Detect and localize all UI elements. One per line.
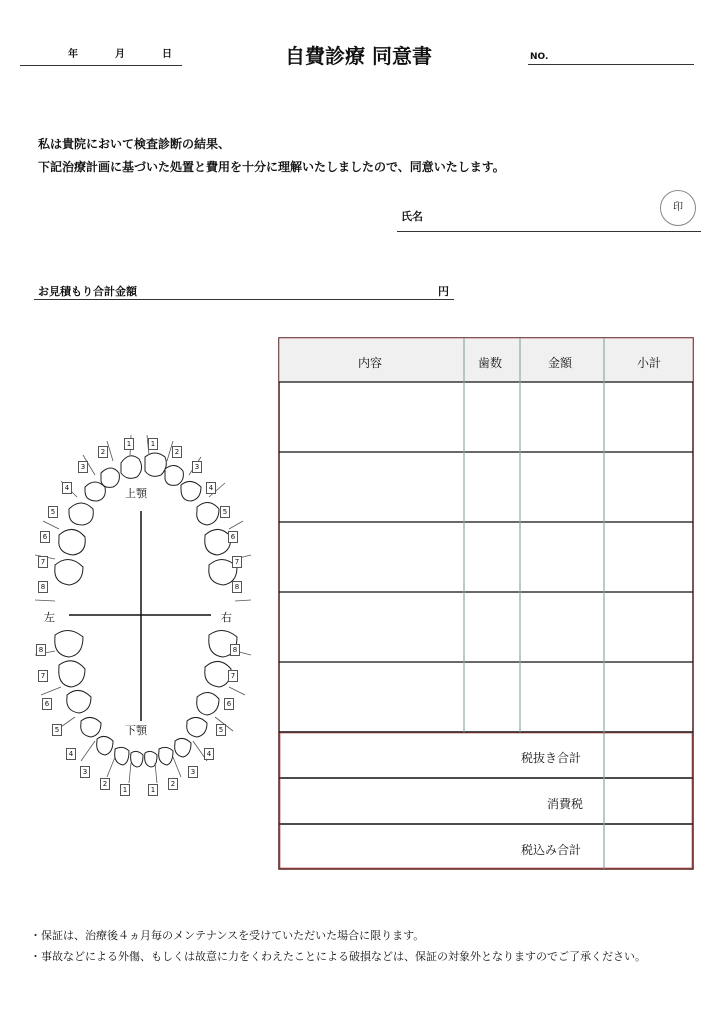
left-side-label: 左 bbox=[44, 611, 55, 624]
tooth-number-label: 6 bbox=[40, 531, 50, 543]
tooth-number-label: 4 bbox=[66, 748, 76, 760]
exclusion-note: ・事故などによる外傷、もしくは故意に力をくわえたことによる破損などは、保証の対象外となりますのでご了承ください。 bbox=[30, 950, 646, 963]
tooth-number-label: 1 bbox=[148, 784, 158, 796]
tooth bbox=[97, 736, 113, 755]
tooth-number-label: 4 bbox=[204, 748, 214, 760]
tooth bbox=[159, 747, 173, 765]
estimate-unit: 円 bbox=[438, 285, 449, 298]
tooth-number-label: 5 bbox=[48, 506, 58, 518]
tooth bbox=[101, 468, 119, 487]
intro-line-2: 下記治療計画に基づいた処置と費用を十分に理解いたしましたので、同意いたします。 bbox=[38, 160, 505, 174]
date-underline bbox=[20, 65, 182, 66]
column-header-amount: 金額 bbox=[548, 356, 573, 370]
estimate-label: お見積もり合計金額 bbox=[38, 285, 137, 298]
tooth-number-label: 4 bbox=[206, 482, 216, 494]
tooth bbox=[59, 529, 85, 555]
tooth bbox=[115, 747, 129, 765]
tooth-number-label: 5 bbox=[216, 724, 226, 736]
table-row[interactable] bbox=[280, 383, 692, 452]
lower-jaw-label: 下顎 bbox=[125, 724, 147, 737]
upper-jaw-label: 上顎 bbox=[125, 487, 147, 500]
tooth bbox=[165, 465, 183, 485]
tooth bbox=[55, 559, 83, 585]
date-day-label: 日 bbox=[162, 49, 172, 60]
seal-circle bbox=[660, 190, 696, 226]
tooth-number-label: 3 bbox=[80, 766, 90, 778]
tooth bbox=[197, 692, 219, 715]
tooth-number-label: 8 bbox=[230, 644, 240, 656]
tooth-number-label: 8 bbox=[36, 644, 46, 656]
name-label: 氏名 bbox=[401, 210, 423, 223]
tooth-number-label: 2 bbox=[98, 446, 108, 458]
column-header-content: 内容 bbox=[358, 356, 383, 370]
tooth-number-label: 3 bbox=[192, 461, 202, 473]
number-underline bbox=[528, 64, 694, 65]
tooth-number-label: 7 bbox=[38, 670, 48, 682]
warranty-note: ・保証は、治療後４ヵ月毎のメンテナンスを受けていただいた場合に限ります。 bbox=[30, 929, 425, 942]
tooth-number-label: 1 bbox=[124, 438, 134, 450]
tooth-number-label: 5 bbox=[52, 724, 62, 736]
tooth-number-label: 8 bbox=[38, 581, 48, 593]
tooth bbox=[59, 661, 85, 687]
tooth bbox=[187, 717, 207, 737]
tooth-number-label: 1 bbox=[148, 438, 158, 450]
tooth-number-label: 7 bbox=[38, 556, 48, 568]
seal-label: 印 bbox=[673, 202, 683, 213]
tooth bbox=[121, 456, 142, 479]
tooth bbox=[131, 751, 143, 767]
table-row[interactable] bbox=[280, 523, 692, 592]
tooth bbox=[181, 481, 201, 501]
tooth-number-label: 4 bbox=[62, 482, 72, 494]
column-header-subtotal: 小計 bbox=[637, 356, 662, 370]
table-row[interactable] bbox=[280, 593, 692, 662]
page-title: 自費診療 同意書 bbox=[285, 44, 432, 68]
intro-line-1: 私は貴院において検査診断の結果、 bbox=[38, 137, 231, 151]
tooth-number-label: 7 bbox=[232, 556, 242, 568]
tooth-number-label: 6 bbox=[224, 698, 234, 710]
table-row[interactable] bbox=[280, 453, 692, 522]
tooth-number-label: 8 bbox=[232, 581, 242, 593]
column-header-tooth-count: 歯数 bbox=[478, 356, 503, 370]
tooth bbox=[85, 482, 105, 501]
tooth-number-label: 6 bbox=[228, 531, 238, 543]
tooth bbox=[175, 738, 191, 757]
tooth-number-label: 2 bbox=[168, 778, 178, 790]
date-month-label: 月 bbox=[115, 49, 125, 60]
tooth-number-label: 5 bbox=[220, 506, 230, 518]
tooth-number-label: 2 bbox=[100, 778, 110, 790]
number-label: NO. bbox=[530, 52, 549, 62]
table-row[interactable] bbox=[280, 663, 692, 732]
tooth-number-label: 1 bbox=[120, 784, 130, 796]
tooth bbox=[55, 630, 83, 657]
tooth-number-label: 3 bbox=[78, 461, 88, 473]
tooth bbox=[67, 690, 91, 713]
tooth-number-label: 2 bbox=[172, 446, 182, 458]
total-including-tax-label: 税込み合計 bbox=[521, 843, 582, 857]
tooth-number-label: 7 bbox=[228, 670, 238, 682]
date-year-label: 年 bbox=[68, 49, 78, 60]
tooth bbox=[197, 502, 219, 525]
name-underline bbox=[397, 231, 701, 232]
consumption-tax-label: 消費税 bbox=[547, 797, 584, 811]
tooth-number-label: 6 bbox=[42, 698, 52, 710]
right-side-label: 右 bbox=[221, 611, 232, 624]
estimate-underline bbox=[34, 299, 454, 300]
tooth bbox=[81, 717, 101, 737]
tooth bbox=[69, 503, 93, 525]
tooth-number-label: 3 bbox=[188, 766, 198, 778]
tooth bbox=[145, 453, 166, 476]
total-excluding-tax-label: 税抜き合計 bbox=[521, 751, 582, 765]
